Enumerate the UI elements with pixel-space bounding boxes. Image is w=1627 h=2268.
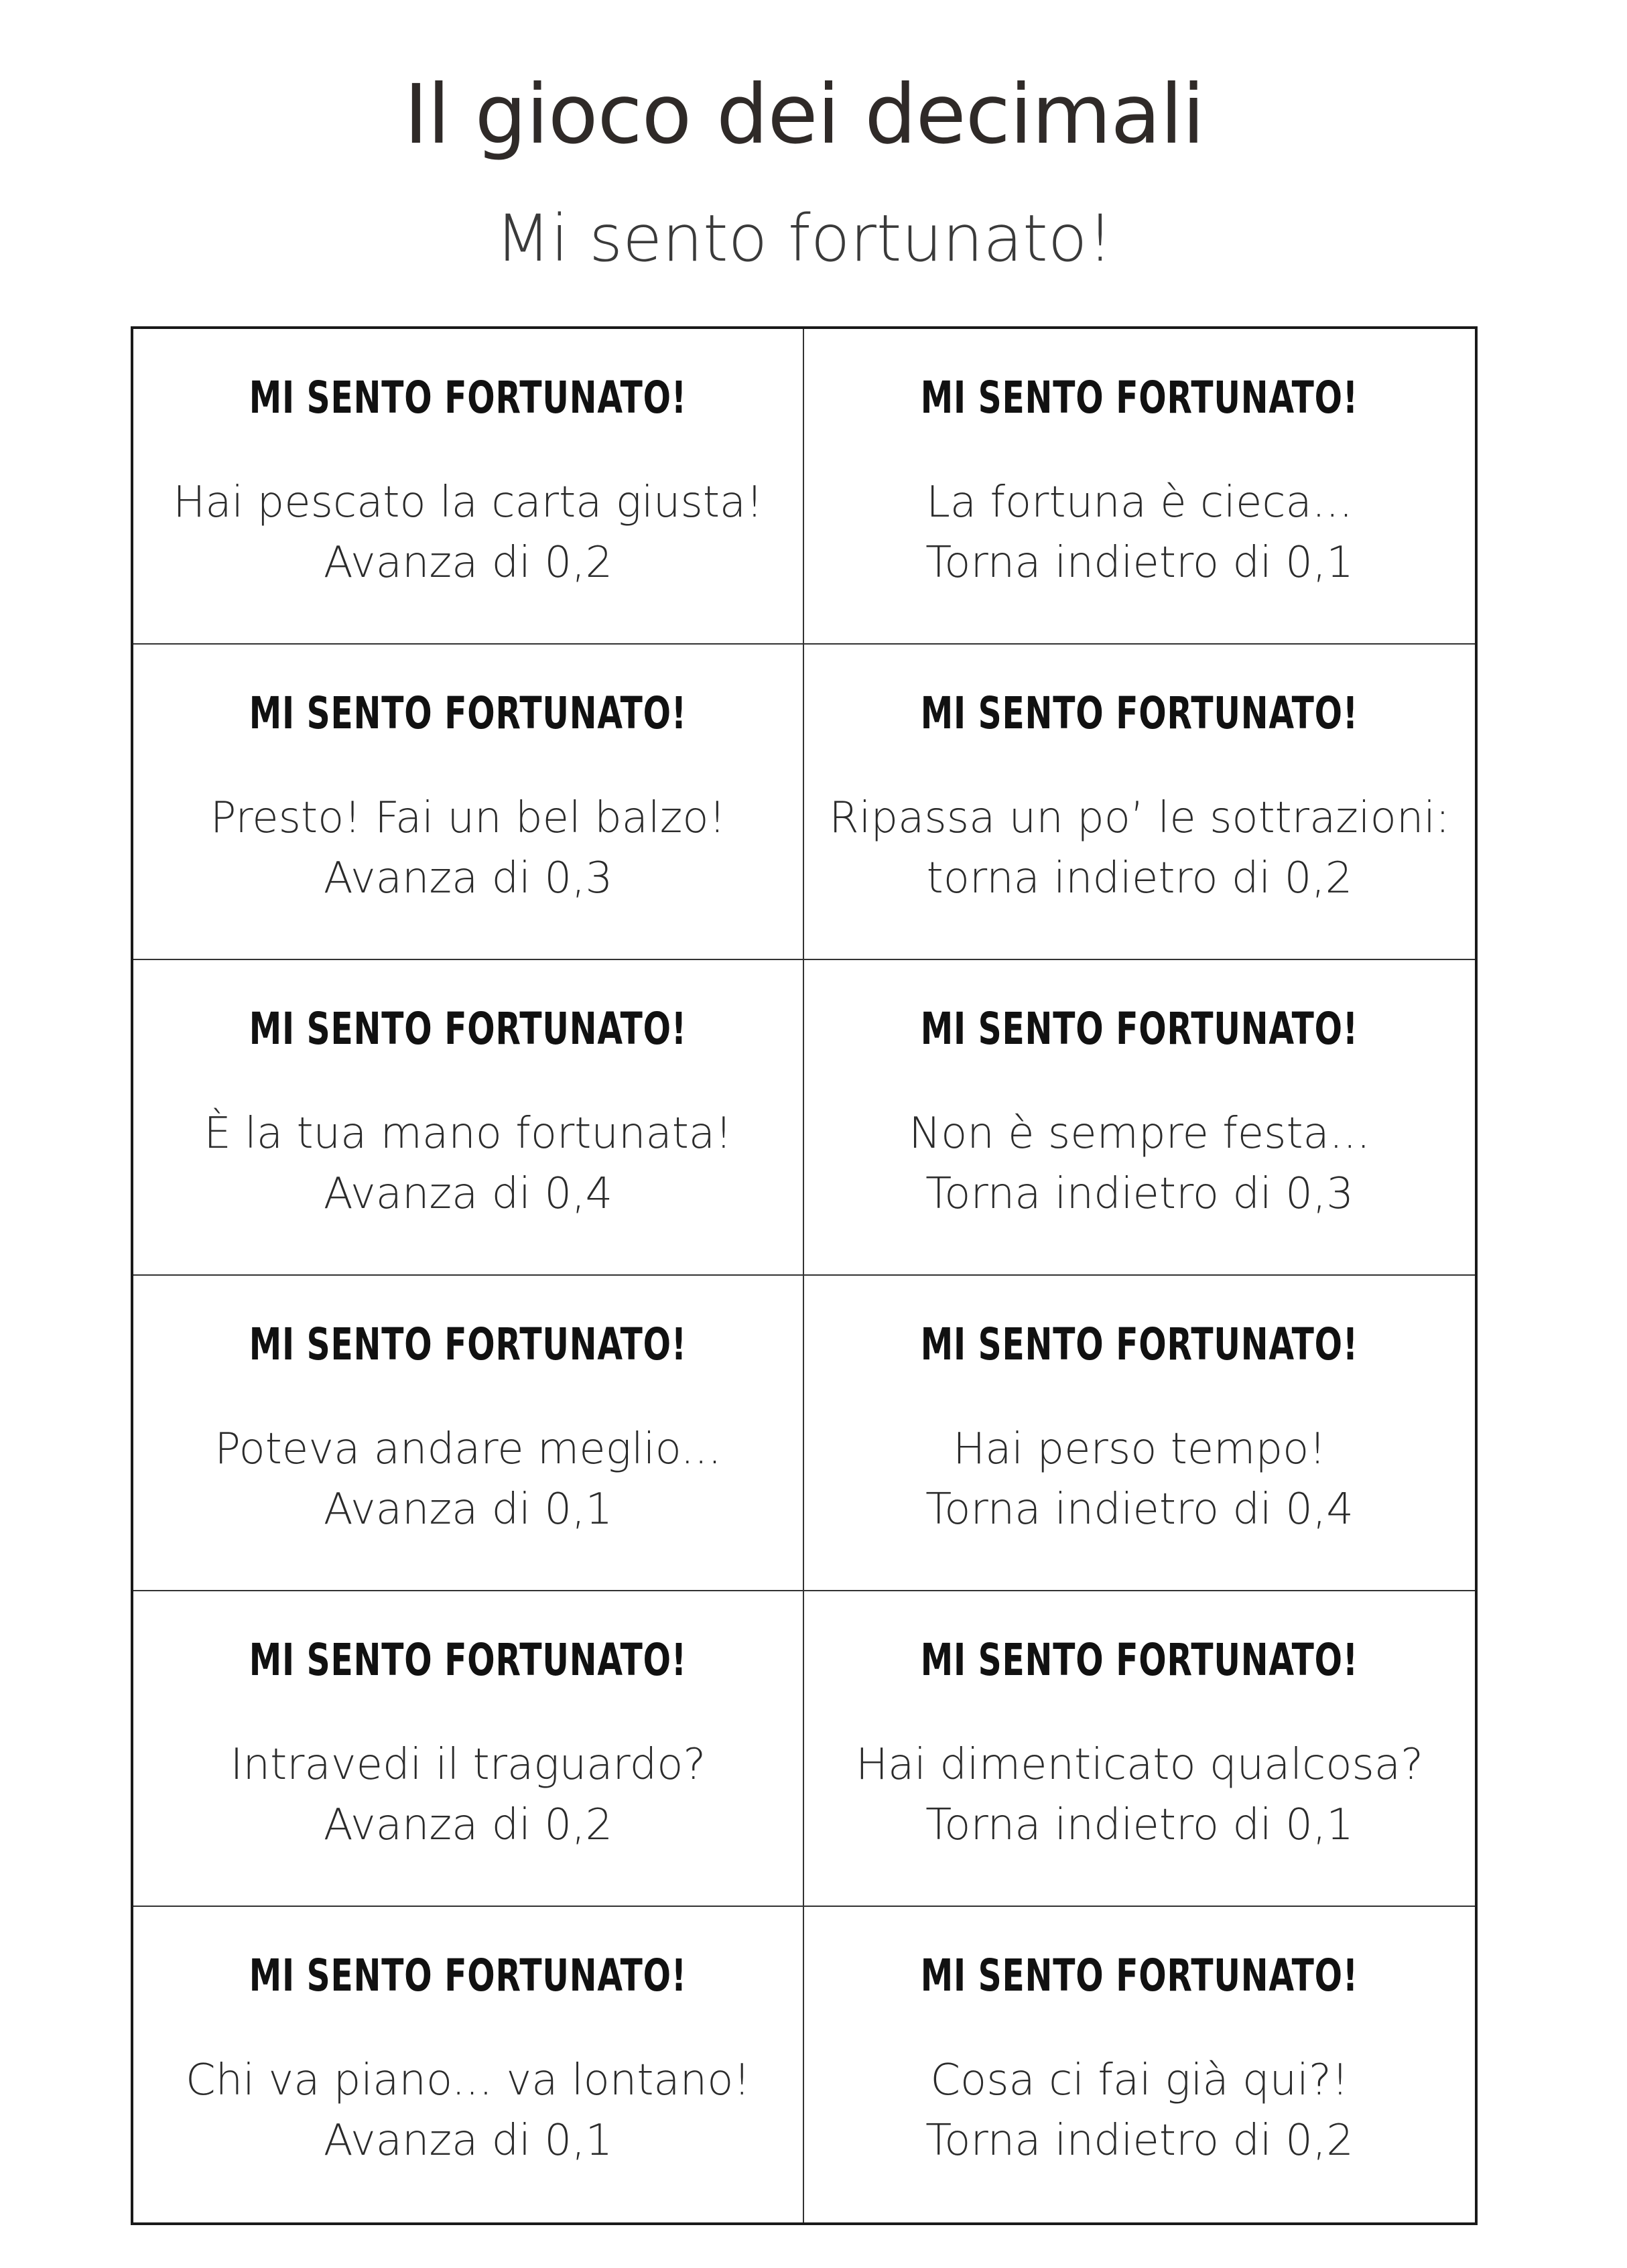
card: [133, 960, 804, 1276]
card-line-1: Non è sempre festa...: [909, 1109, 1370, 1158]
card: [804, 1591, 1475, 1907]
card-text: [173, 472, 763, 593]
card-heading: MI SENTO FORTUNATO!: [920, 1319, 1359, 1370]
card-heading: MI SENTO FORTUNATO!: [920, 1003, 1359, 1055]
card: [804, 1276, 1475, 1591]
card-text: [204, 1104, 732, 1224]
card-text: [210, 788, 726, 909]
card-heading: MI SENTO FORTUNATO!: [249, 1319, 688, 1370]
card-line-2: Avanza di 0,1: [323, 2116, 613, 2165]
card-line-1: Hai pescato la carta giusta!: [173, 478, 763, 527]
card-line-1: Poteva andare meglio...: [214, 1424, 722, 1474]
card-text: [856, 1735, 1423, 1855]
page-subtitle: Mi sento fortunato!: [495, 201, 1113, 276]
card-text: [925, 2050, 1354, 2171]
card-line-1: Hai perso tempo!: [953, 1424, 1326, 1474]
card-text: [925, 472, 1354, 593]
card-heading: MI SENTO FORTUNATO!: [249, 1950, 688, 2001]
card-line-2: torna indietro di 0,2: [926, 854, 1353, 903]
card-heading: MI SENTO FORTUNATO!: [249, 1634, 688, 1686]
card-line-1: Intravedi il traguardo?: [230, 1740, 706, 1790]
card-line-2: Avanza di 0,4: [323, 1169, 613, 1219]
card-line-2: Torna indietro di 0,1: [925, 1800, 1354, 1850]
card: [133, 329, 804, 645]
card: [804, 645, 1475, 960]
card-text: [829, 788, 1449, 909]
card-line-2: Avanza di 0,2: [323, 538, 613, 588]
card-heading: MI SENTO FORTUNATO!: [920, 687, 1359, 739]
card: [133, 1591, 804, 1907]
card-line-1: Chi va piano... va lontano!: [185, 2056, 751, 2105]
card-heading: MI SENTO FORTUNATO!: [249, 372, 688, 423]
card: [133, 645, 804, 960]
card-text: [214, 1419, 721, 1540]
card-line-1: Cosa ci fai già qui?!: [930, 2056, 1349, 2105]
card-line-1: Ripassa un po’ le sottrazioni:: [829, 793, 1450, 843]
card-text: [909, 1104, 1370, 1224]
card-heading: MI SENTO FORTUNATO!: [249, 1003, 688, 1055]
card-heading: MI SENTO FORTUNATO!: [920, 1634, 1359, 1686]
card-heading: MI SENTO FORTUNATO!: [249, 687, 688, 739]
card-line-1: È la tua mano fortunata!: [204, 1109, 732, 1158]
page-title: Il gioco dei decimali: [403, 67, 1205, 162]
card-line-2: Avanza di 0,1: [323, 1485, 613, 1534]
card-line-2: Avanza di 0,2: [323, 1800, 613, 1850]
card-line-2: Torna indietro di 0,4: [925, 1485, 1354, 1534]
card-line-2: Torna indietro di 0,3: [925, 1169, 1354, 1219]
cards-grid: [131, 326, 1478, 2225]
card: [804, 329, 1475, 645]
card: [133, 1276, 804, 1591]
card-line-1: La fortuna è cieca...: [926, 478, 1353, 527]
card: [133, 1907, 804, 2222]
card-line-2: Avanza di 0,3: [323, 854, 613, 903]
card-line-2: Torna indietro di 0,1: [925, 538, 1354, 588]
card-heading: MI SENTO FORTUNATO!: [920, 1950, 1359, 2001]
card-text: [925, 1419, 1354, 1540]
card-line-1: Presto! Fai un bel balzo!: [210, 793, 726, 843]
card-line-1: Hai dimenticato qualcosa?: [855, 1740, 1424, 1790]
card: [804, 960, 1475, 1276]
card-line-2: Torna indietro di 0,2: [925, 2116, 1354, 2165]
card-heading: MI SENTO FORTUNATO!: [920, 372, 1359, 423]
card-text: [231, 1735, 706, 1855]
card: [804, 1907, 1475, 2222]
card-text: [186, 2050, 751, 2171]
